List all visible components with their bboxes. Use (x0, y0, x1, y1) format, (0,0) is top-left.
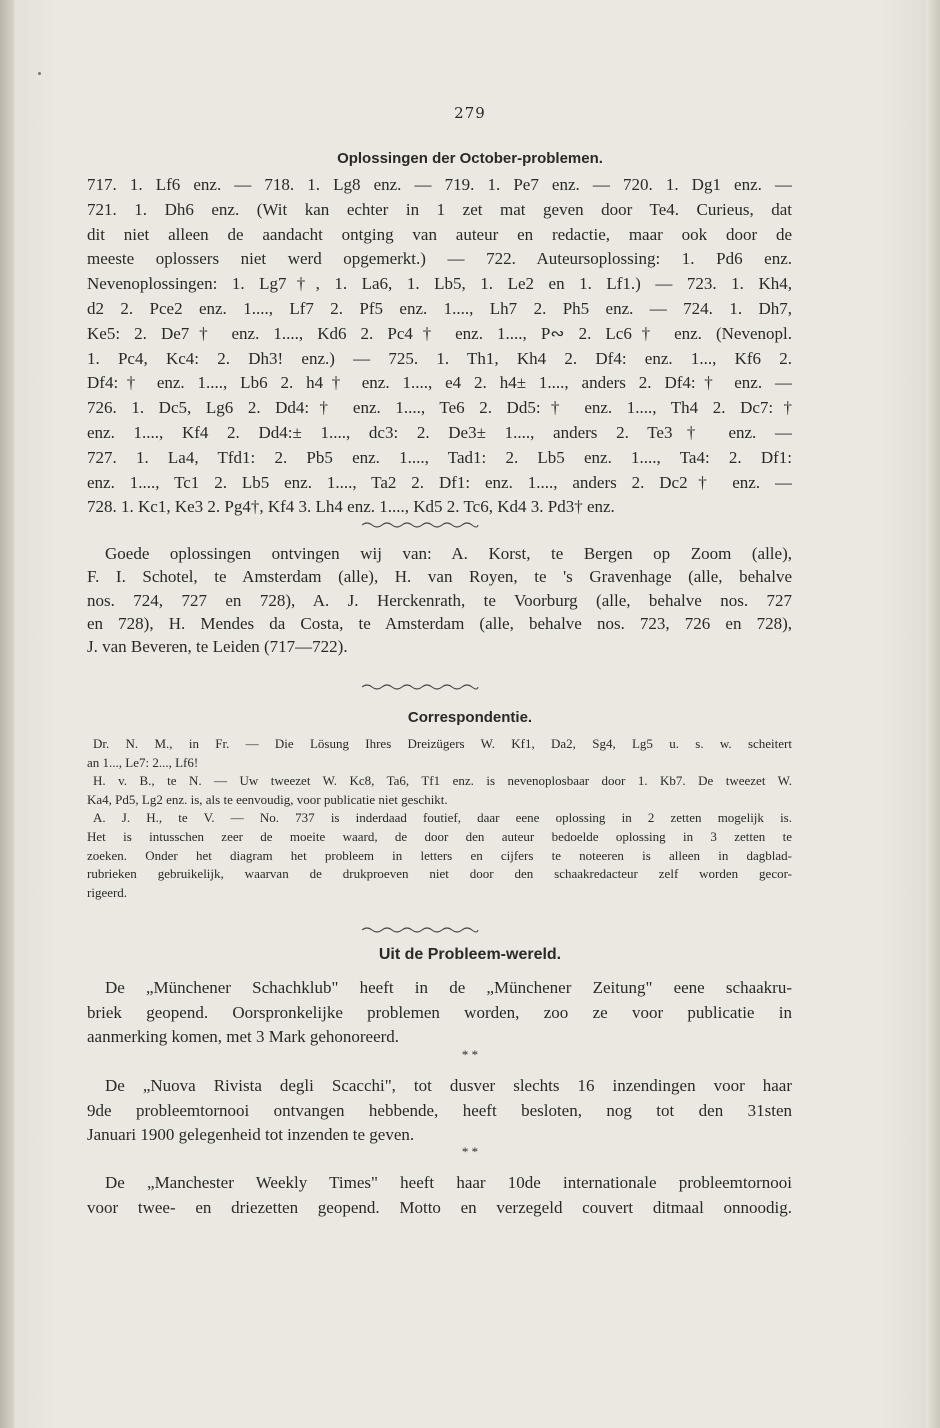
asterism-separator: * * (461, 1047, 479, 1062)
correspondence-line: Ka4, Pd5, Lg2 enz. is, als te eenvoudig, voor publicatie niet geschikt. (87, 791, 448, 807)
news-item (87, 1171, 792, 1220)
ack-line: F. I. Schotel, te Amsterdam (alle), H. van Royen, te 's Gravenhage (alle, behalve (87, 567, 792, 587)
solution-line: 721. 1. Dh6 enz. (Wit kan echter in 1 zet mat geven door Te4. Curieus, dat (87, 199, 792, 219)
correspondence-text (87, 735, 792, 902)
news-line: briek geopend. Oorspronkelijke problemen worden, zoo ze voor publicatie in (87, 1002, 792, 1022)
ack-line: J. van Beveren, te Leiden (717—722). (87, 637, 348, 657)
solution-line: 726. 1. Dc5, Lg6 2. Dd4:† enz. 1...., Te6 2. Dd5:† enz. 1...., Th4 2. Dc7:† (87, 398, 792, 418)
solution-line: dit niet alleen de aandacht ontging van auteur en redactie, maar ook door de (87, 224, 792, 244)
solution-line: 1. Pc4, Kc4: 2. Dh3! enz.) — 725. 1. Th1, Kh4 2. Df4: enz. 1..., Kf6 2. (87, 348, 792, 368)
news-line: aanmerking komen, met 3 Mark gehonoreerd. (87, 1027, 400, 1046)
solution-line: meeste oplossers niet werd opgemerkt.) — 722. Auteursoplossing: 1. Pd6 enz. (87, 249, 792, 269)
solutions-heading: Oplossingen der October-problemen. (337, 150, 603, 167)
correspondence-line: A. J. H., te V. — No. 737 is inderdaad foutief, daar eene oplossing in 2 zetten mogelijk is. (93, 810, 792, 826)
correspondence-heading: Correspondentie. (407, 709, 533, 726)
ornament-rule (360, 520, 480, 530)
correspondence-line: zoeken. Onder het diagram het probleem in letters en cijfers te noteeren is alleen in dagblad- (87, 847, 792, 863)
solution-line: Nevenoplossingen: 1. Lg7†, 1. La6, 1. Lb5, 1. Le2 en 1. Lf1.) — 723. 1. Kh4, (87, 274, 792, 294)
news-item (87, 1074, 792, 1148)
news-line: voor twee- en driezetten geopend. Motto en verzegeld couvert ditmaal onnoodig. (87, 1197, 792, 1217)
solutions-text (87, 173, 792, 520)
solution-line: Df4:† enz. 1...., Lb6 2. h4† enz. 1...., e4 2. h4± 1...., anders 2. Df4:† enz. — (87, 373, 792, 393)
problem-world-heading: Uit de Probleem-wereld. (378, 946, 562, 963)
ack-line: nos. 724, 727 en 728), A. J. Herckenrath, te Voorburg (alle, behalve nos. 727 (87, 590, 792, 610)
page-number: 279 (454, 104, 486, 122)
correspondence-line: rubrieken gebruikelijk, waarvan de drukproeven niet door den schaakredacteur zelf worden gecor- (87, 866, 792, 882)
news-line: De „Manchester Weekly Times" heeft haar 10de internationale probleemtornooi (105, 1173, 792, 1192)
ink-speck (38, 72, 41, 75)
correspondence-line: Het is intusschen zeer de moeite waard, de door den auteur bedoelde oplossing in 3 zetten te (87, 828, 792, 844)
news-line: De „Nuova Rivista degli Scacchi", tot dusver slechts 16 inzendingen voor haar (105, 1076, 792, 1095)
news-line: 9de probleemtornooi ontvangen hebbende, heeft besloten, nog tot den 31sten (87, 1100, 792, 1120)
news-line: De „Münchener Schachklub" heeft in de „Münchener Zeitung" eene schaakru- (105, 978, 792, 997)
news-line: Januari 1900 gelegenheid tot inzenden te geven. (87, 1125, 415, 1144)
solution-line: d2 2. Pce2 enz. 1...., Lf7 2. Pf5 enz. 1...., Lh7 2. Ph5 enz. — 724. 1. Dh7, (87, 298, 792, 318)
asterism-separator: * * (461, 1144, 479, 1159)
solution-line: 728. 1. Kc1, Ke3 2. Pg4†, Kf4 3. Lh4 enz. 1...., Kd5 2. Tc6, Kd4 3. Pd3† enz. (87, 497, 615, 517)
correspondence-line: rigeerd. (87, 884, 128, 900)
solution-line: enz. 1...., Tc1 2. Lb5 enz. 1...., Ta2 2. Df1: enz. 1...., anders 2. Dc2† enz. — (87, 472, 792, 492)
ack-line: en 728), H. Mendes da Costa, te Amsterdam (alle, behalve nos. 723, 726 en 728), (87, 613, 792, 633)
ornament-rule (360, 682, 480, 692)
acknowledgements-text (87, 542, 792, 658)
solution-line: enz. 1...., Kf4 2. Dd4:± 1...., dc3: 2. De3± 1...., anders 2. Te3† enz. — (87, 422, 792, 442)
news-item (87, 976, 792, 1050)
correspondence-line: an 1..., Le7: 2..., Lf6! (87, 754, 199, 770)
ornament-rule (360, 925, 480, 935)
correspondence-line: H. v. B., te N. — Uw tweezet W. Kc8, Ta6, Tf1 enz. is nevenoplosbaar door 1. Kb7. De tweezet W. (93, 773, 792, 789)
solution-line: Ke5: 2. De7† enz. 1...., Kd6 2. Pc4† enz. 1...., P∾ 2. Lc6† enz. (Nevenopl. (87, 323, 792, 343)
solution-line: 727. 1. La4, Tfd1: 2. Pb5 enz. 1...., Tad1: 2. Lb5 enz. 1...., Ta4: 2. Df1: (87, 447, 792, 467)
solution-line: 717. 1. Lf6 enz. — 718. 1. Lg8 enz. — 719. 1. Pe7 enz. — 720. 1. Dg1 enz. — (87, 175, 792, 194)
correspondence-line: Dr. N. M., in Fr. — Die Lösung Ihres Dreizügers W. Kf1, Da2, Sg4, Lg5 u. s. w. scheitert (93, 736, 792, 751)
ack-line: Goede oplossingen ontvingen wij van: A. Korst, te Bergen op Zoom (alle), (105, 544, 792, 563)
